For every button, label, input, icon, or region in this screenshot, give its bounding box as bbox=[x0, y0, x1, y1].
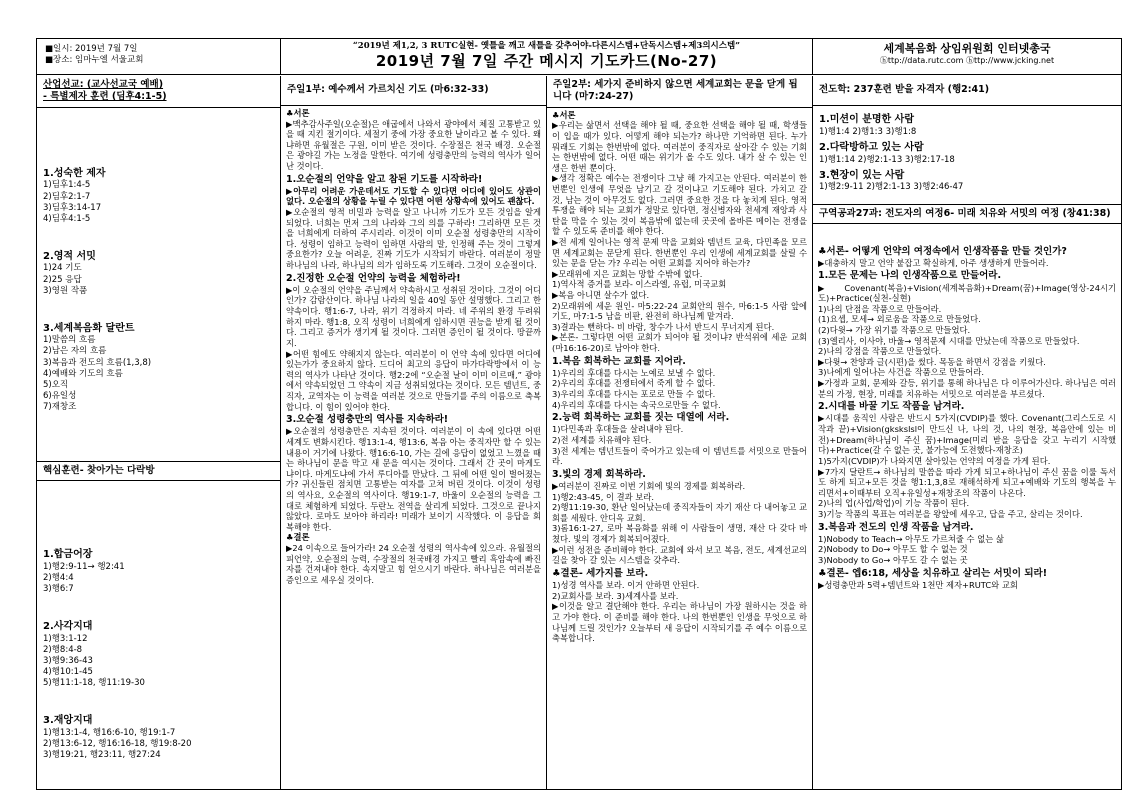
col1-box-title: 핵심훈련- 찾아가는 다락방 bbox=[37, 461, 280, 481]
list-item: ▶가정과 교회, 문제와 갈등, 위기를 통해 하나님은 다 이루어가신다. 하나님은 여러분의 가정, 현장, 미래를 치유하는 서밋으로 여러분을 부르셨다. bbox=[818, 378, 1116, 399]
section-heading: 2.다락방하고 있는 사람 bbox=[819, 141, 924, 153]
prayer-card bbox=[36, 38, 1122, 790]
col3-intro-text-d: ▶모래위에 지은 교회는 망할 수밖에 없다. bbox=[552, 268, 703, 279]
col3-sub1b: ▶복음 아니면 살수가 없다. bbox=[552, 290, 650, 301]
list-item: 1)행3:1-12 bbox=[43, 633, 88, 644]
list-item: 2)딤후2:1-7 bbox=[43, 191, 91, 202]
list-item: (1)요셉, 모세→ 외로움을 작품으로 만들었다. bbox=[818, 314, 981, 325]
list-item: (2)다윗→ 가장 위기를 작품으로 만들었다. bbox=[818, 325, 971, 336]
list-item: ▶이런 성전을 준비해야 한다. 교회에 와서 보고 복음, 전도, 세계선교의 길을 찾아 갈 있는 시스템을 갖추라. bbox=[552, 544, 807, 566]
section-heading: 2.사각지대 bbox=[43, 620, 93, 632]
list-item: 4)우리의 후대를 다시는 속국으로만들 수 없다. bbox=[552, 399, 721, 410]
list-item: ▶여러분이 진짜로 이번 기회에 빛의 경제를 회복하라. bbox=[552, 481, 746, 492]
col4-sections bbox=[813, 106, 1121, 194]
col1-title bbox=[37, 76, 280, 108]
place-line: ■장소: 임마누엘 서울교회 bbox=[45, 54, 144, 65]
col1-title-a: 산업선교: (교사선교국 예배) bbox=[43, 79, 164, 90]
section-heading: 3.세계복음화 달란트 bbox=[43, 322, 135, 334]
list-item: 3)기능 작품의 목표는 여러분을 왕앞에 세우고, 답을 주고, 살리는 것이다. bbox=[818, 508, 1083, 519]
list-item: 1)나의 단점을 작품으로 만들어라. bbox=[818, 303, 942, 314]
list-item: 2)행13:6-12, 행16:16-18, 행19:8-20 bbox=[43, 738, 192, 749]
list-item: 3)행19:21, 행23:11, 행27:24 bbox=[43, 749, 161, 760]
col3-conclusion-heading: ♣결론- 세가지를 보라. bbox=[552, 567, 649, 579]
column-industrial-mission bbox=[37, 76, 281, 789]
list-item: 1)행1:14 2)행2:1-13 3)행2:17-18 bbox=[819, 154, 955, 165]
page-title: 2019년 7월 7일 주간 메시지 기도카드(No-27) bbox=[375, 51, 718, 70]
section-heading: 3.재앙지대 bbox=[43, 714, 93, 726]
col3-sub3: 3)결과는 뻔하다- 비 바람, 창수가 나서 반드시 무너지게 된다. bbox=[552, 321, 775, 332]
list-item: 4)예배와 기도의 흐름 bbox=[43, 368, 123, 379]
list-item: 2)25 응답 bbox=[43, 274, 82, 285]
header-org bbox=[813, 39, 1121, 75]
list-item: 4)행10:1-45 bbox=[43, 666, 93, 677]
col2-point2-heading: 2.진정한 오순절 언약의 능력을 체험하라! bbox=[286, 272, 461, 284]
col4-point1-items bbox=[818, 304, 1116, 399]
list-item: 3)Nobody to Go→ 아무도 갈 수 없는 곳 bbox=[818, 554, 968, 565]
col3-intro-text-c: ▶전 세계 일어나는 영적 문제 막을 교회와 템넌트 교육, 다민족을 모르면 세계교회는 문닫게 된다. 한번뿐인 우리 인생에 세계교회를 살릴 수 있는 문을 닫는 가? 우리는 어떤 교회를 지어야 하는가? bbox=[552, 237, 807, 269]
col4-title: 전도학: 237훈련 받을 자격자 (행2:41) bbox=[813, 76, 1121, 106]
list-item: 1)5가지(CVDIP)가 나와지면 살아있는 언약의 여정을 가게 된다. bbox=[818, 455, 1051, 466]
list-item: 3)행9:36-43 bbox=[43, 655, 93, 666]
list-item: 2)행8:4-8 bbox=[43, 644, 83, 655]
list-item: 4)딤후4:1-5 bbox=[43, 213, 91, 224]
list-item: 3)복음과 전도의 흐름(1,3,8) bbox=[43, 357, 152, 368]
list-item: 1)행1:4 2)행1:3 3)행1:8 bbox=[819, 126, 917, 137]
section-heading: 3.현장이 있는 사람 bbox=[819, 169, 905, 181]
list-item: 3)우리의 후대를 다시는 포로로 만들 수 없다. bbox=[552, 389, 716, 400]
col1-title-b: - 특별제자 훈련 (딤후4:1-5) bbox=[43, 91, 167, 103]
col4-intro-heading: ♣서론- 어떻게 언약의 여정속에서 인생작품을 만들 것인가? bbox=[818, 245, 1067, 257]
list-item: 1)성경 역사를 보라. 이거 안하면 안된다. bbox=[552, 580, 700, 591]
list-item: 3)행6:7 bbox=[43, 583, 74, 594]
col4-intro-text: ▶대충하지 말고 언약 붙잡고 확실하게, 아주 생생하게 만들어라. bbox=[818, 257, 1049, 268]
list-item: 1)다민족과 후대들을 살려내야 된다. bbox=[552, 424, 684, 435]
col2-point3-heading: 3.오순절 성령충만의 역사를 지속하라! bbox=[286, 414, 449, 426]
col4-conclusion-heading: ♣결론- 엡6:18, 세상을 치유하고 살리는 서밋이 되라! bbox=[818, 567, 1048, 579]
col2-conclusion-heading: ♣결론 bbox=[286, 532, 310, 543]
header bbox=[37, 39, 1121, 75]
list-item: 3)딤후3:14-17 bbox=[43, 202, 102, 213]
col3-point2-items bbox=[552, 424, 807, 466]
col4-point1-text: ▶Covenant(복음)+Vision(세계복음화)+Dream(꿈)+Image(영상-24시기도)+Practice(실천-실현) bbox=[818, 282, 1116, 304]
list-item: 3)영원 작품 bbox=[43, 285, 88, 296]
section-heading: 1.성숙한 제자 bbox=[43, 167, 106, 179]
col2-point1-heading: 1.오순절의 언약을 알고 참된 기도를 시작하라! bbox=[286, 173, 483, 185]
col4-point3-heading: 3.복음과 전도의 인생 작품을 남겨라. bbox=[818, 521, 974, 533]
col3-point3-heading: 3.빛의 경제 회복하라. bbox=[552, 468, 646, 480]
list-item: 1)행13:1-4, 행16:6-10, 행19:1-7 bbox=[43, 727, 176, 738]
col2-intro-text: ▶맥추감사주일(오순절)은 애굽에서 나와서 광야에서 체질 고통받고 있을 때 지킨 절기이다. 세절기 중에 가장 중요한 날이라고 볼 수 있다. 왜냐하면 유월절은 구원, 이미 받은 것이다. 수장절은 천국 배경. 오순절은 광야길 가는 노정을 말한다. 여기에 성령충만의 능력의 역사가 일어난 것이다. bbox=[286, 118, 541, 172]
list-item: 1)행2:9-11 2)행2:1-13 3)행2:46-47 bbox=[819, 182, 964, 193]
col3-body bbox=[547, 108, 812, 646]
list-item: (3)엘리사, 이사야, 바울→ 영적문제 시대를 만났는데 작품으로 만들었다. bbox=[818, 335, 1080, 346]
list-item: 2)나의 강점을 작품으로 만들었다. bbox=[818, 346, 942, 357]
col4-point3-items bbox=[818, 534, 1116, 566]
list-item: 5)오직 bbox=[43, 379, 69, 390]
col4-conclusion-text: ▶성령충만과 5력+템넌트와 1천만 제자+RUTC와 교회 bbox=[818, 579, 1018, 590]
col2-point2-text-b: ▶어떤 힘에도 약해지지 않는다. 여러분이 이 언약 속에 있다면 어디에 있는가가 중요하지 않다. 드디어 최고의 응답이 마가다락방에서 이 능력의 역사가 나타난 것이다. 행2:2에 “오순절 날이 이미 이르매,” 광야에서 약속되었던 그 약속이 지금 성취되었다는 것이다. 모든 템넌트, 중직자, 교역자는 이 능력을 여러분 것으로 만들기를 주의 이름으로 축복합니다. 이 힘이 있어야 한다. bbox=[286, 348, 541, 412]
col2-intro-heading: ♣서론 bbox=[286, 108, 310, 118]
col3-point1-items bbox=[552, 368, 807, 410]
section-heading: 1.미션이 분명한 사람 bbox=[819, 114, 914, 125]
col2-body bbox=[281, 106, 546, 587]
header-meta bbox=[37, 39, 281, 75]
list-item: 2)우리의 후대를 전쟁터에서 죽게 할 수 없다. bbox=[552, 378, 716, 389]
list-item: 3)전 세계는 템넌트들이 죽어가고 있는데 이 템넌트를 서밋으로 만들어라. bbox=[552, 445, 807, 467]
col2-point1-text: ▶오순절의 영적 비밀과 능력을 알고 나니까 기도가 모든 것임을 알게 되었다. 너희는 먼저 그의 나라와 그의 의를 구하라! 그리하면 모든 것을 너희에게 더하여 주시리라. 이것이 이미 오순절 성령충만의 시작이다. 성령이 임하고 능력이 임하면 사람의 말, 인정해 주는 것이 그렇게 중요한가? 오늘 어려운, 진짜 기도가 시작되기 바란다. 여러분이 정말 하나님의 나라, 하나님의 의가 임하도록 기도해라. 그것이 오순절이다. bbox=[286, 207, 541, 271]
list-item: 1)24 기도 bbox=[43, 263, 82, 274]
col4-body bbox=[813, 224, 1121, 593]
list-item: 2)나의 업(사업/학업)이 기능 작품이 된다. bbox=[818, 498, 970, 509]
col2-title: 주일1부: 예수께서 가르치신 기도 (마6:32-33) bbox=[281, 76, 546, 106]
col3-sub2: 2)모래위에 세운 원인- 마5:22-24 교회안의 원수, 마6:1-5 사람 앞에 기도, 마7:1-5 남을 비판, 완전히 하나님께 맡겨라. bbox=[552, 300, 807, 322]
list-item: 2)교회사를 보라. 3)세계사를 보라. bbox=[552, 590, 679, 601]
org-urls: ⓗttp://data.rutc.com ⓗttp://www.jcking.net bbox=[879, 56, 1055, 66]
col3-title: 주일2부: 세가지 준비하지 않으면 세계교회는 문을 닫게 됩니다 (마7:24-27) bbox=[547, 76, 812, 108]
col4-point1-heading: 1.모든 문제는 나의 인생작품으로 만들어라. bbox=[818, 270, 1002, 282]
list-item: 6)유일성 bbox=[43, 390, 77, 401]
header-subtitle: “2019년 제1,2, 3 RUTC실현- 옛틀을 깨고 새틀을 갖추어야-다른시스템+단독시스템+제3의시스템” bbox=[352, 41, 741, 51]
col1-sections2 bbox=[37, 481, 280, 761]
col4-point2-text: ▶시대를 움직인 사람은 반드시 5가지(CVDIP)를 했다. Covenant(그리스도로 시작과 끝)+Vision(gkskslsl이 만드신 나, 나의 것, 나의 현장, 복음안에 있는 비전)+Dream(하나님이 주신 꿈)+Image(미리 받을 응답을 갖고 누리기 시작했다)+Practice(갈 수 없는 곳, 불가능에 도전했다-재창조) bbox=[818, 413, 1116, 456]
list-item: 2)행4:4 bbox=[43, 572, 74, 583]
list-item: 7)재창조 bbox=[43, 401, 77, 412]
list-item: 2)행11:19-30, 환난 일어났는데 중직자들이 자기 재산 다 내어놓고 교회를 세웠다. 안디옥 교회. bbox=[552, 502, 807, 523]
col3-point1-heading: 1.복음 회복하는 교회를 지어라. bbox=[552, 355, 686, 367]
col2-point1-lead: ▶아무리 어려운 가운데서도 기도할 수 있다면 어디에 있어도 상관이 없다. 오순절의 상황을 누릴 수 있다면 어떤 상황속에 있어도 괜찮다. bbox=[286, 185, 541, 207]
section-heading: 1.합금어장 bbox=[43, 548, 93, 560]
col2-point2-text: ▶이 오순절의 언약을 주님께서 약속하시고 성취된 것이다. 그것이 어디인가? 감람산이다. 하나님 나라의 일을 40일 동안 설명했다. 그리고 한 약속이다. 행1:6-7, 나라, 위기 걱정하지 마라. 네 주위의 환경 두려워하지 마라. 행1:8, 오직 성령이 너희에게 임하시면 권능을 받게 될 것이다. 그리고 증거가 생기게 될 것이다. 그러면 증인이 될 것이다. 땅끝까지. bbox=[286, 284, 541, 348]
column-evangelism bbox=[813, 76, 1121, 789]
list-item: ▶다윗→ 찬양과 글(시편)을 썼다. 목동을 하면서 강점을 키웠다. bbox=[818, 356, 1046, 367]
col1-sections bbox=[37, 108, 280, 413]
col3-intro-text: ▶우리는 삶면서 선택을 해야 될 때, 중요한 선택을 해야 될 때, 학생들이 입을 때가 있다. 어떻게 해야 되는가? 하나만 기억하면 된다. 누가 뭐래도 기회는 한번밖에 없다. 여러분이 중직자로 살아갈 수 있는 기회는 한번밖에 없다. 어떤 때는 위기가 올 수도 있다. 내가 살 수 있는 인생은 한번 뿐이다. bbox=[552, 120, 807, 173]
col3-point2-heading: 2.능력 회복하는 교회를 짓는 대열에 서라. bbox=[552, 412, 730, 424]
list-item: 2)전 세계를 치유해야 된다. bbox=[552, 435, 652, 446]
col3-conclusion-items bbox=[552, 580, 807, 644]
list-item: ▶7가지 달란트→ 하나님의 말씀을 따라 가게 되고+하나님이 주신 꿈을 이룰 독서도 하게 되고+모든 것을 행1:1,3,8로 재해석하게 되고+예배와 기도의 행복을 누리면서+이때부터 오직+유일성+재창조의 작품이 나온다. bbox=[818, 466, 1116, 498]
list-item: ▶이것을 알고 결단해야 한다. 우리는 하나님이 가장 원하시는 것을 하고 가야 한다. 이 준비를 해야 한다. 나의 한번뿐인 인생을 무엇으로 하나님께 드릴 것인가? 오늘부터 새 응답이 시작되기를 주 예수 이름으로 축복합니다. bbox=[552, 601, 807, 644]
header-title-block bbox=[281, 39, 813, 75]
col3-intro-heading: ♣서론 bbox=[552, 109, 576, 120]
date-line: ■일시: 2019년 7월 7일 bbox=[45, 44, 138, 54]
section-heading: 2.영적 서밋 bbox=[43, 250, 96, 262]
col3-intro-text-b: ▶생각 정확은 예수는 전쟁이다 그냥 해 가지고는 안된다. 여러분이 한번뿐인 인생에 무엇을 남기고 갈 것이냐고 기도해야 된다. 가치고 갈 것, 남는 것이 아무것도 없다. 그러면 중요한 것을 다 놓치게 된다. 영적투쟁을 해야 되는 교회가 정말로 있다면, 정신병자와 전세계 재앙과 사탄을 막을 수 있는 것이 복음밖에 없는데 곳곳에 올바른 메이는 전쟁을 할 수 있도록 준비를 해야 한다. bbox=[552, 173, 807, 237]
list-item: 3)롬16:1-27, 로마 복음화를 위해 이 사람들이 생명, 재산 다 갖다 바쳤다. 빛의 경제가 회복되어졌다. bbox=[552, 523, 807, 545]
list-item: 1)Nobody to Teach→ 아무도 가르쳐줄 수 없는 삶 bbox=[818, 533, 1004, 544]
col3-sub3b: ▶본론- 그렇다면 어떤 교회가 되어야 될 것이냐? 반석위에 세운 교회(마16:16-20)로 남아야 한다. bbox=[552, 332, 807, 354]
col4-point2-items bbox=[818, 456, 1116, 520]
list-item: 1)행2:43-45, 이 결과 보라. bbox=[552, 491, 654, 502]
list-item: 3)나에게 일어나는 사건을 작품으로 만들어라. bbox=[818, 367, 984, 378]
list-item: 2)Nobody to Do→ 아무도 할 수 없는 것 bbox=[818, 544, 968, 555]
list-item: 1)우리의 후대를 다시는 노예로 보낼 수 없다. bbox=[552, 367, 716, 378]
list-item: 1)말씀의 흐름 bbox=[43, 335, 96, 346]
list-item: 2)남은 자의 흐름 bbox=[43, 346, 107, 357]
col2-conclusion-text: ▶24 이속으로 들어가라! 24 오순절 성령의 역사속에 있으라. 유월절의 피언약, 오순절의 능력, 수장절의 천국배경 가지고 빨리 흑암속에 빠진 자를 건져내야 한다. 속지말고 힘 얻으시기 바란다. 하나님은 여러분을 증인으로 세우실 것이다. bbox=[286, 543, 541, 585]
col3-sub1: 1)역사적 증거를 보라- 이스라엘, 유럽, 미국교회 bbox=[552, 279, 727, 290]
list-item: 1)딤후1:4-5 bbox=[43, 180, 91, 191]
list-item: 1)행2:9-11→ 행2:41 bbox=[43, 561, 125, 572]
col2-point3-text: ▶오순절의 성령충만은 지속된 것이다. 여러분이 이 속에 있다면 어떤 세계도 변화시킨다. 행13:1-4, 행13:6, 복음 아는 중직자만 할 수 있는 내용이 거기에 나왔다. 행16:6-10, 가는 길에 응답이 없었고 느꼈을 때는 하나님이 문을 막고 새 문을 여시는 것이다. 그래서 간 곳이 마게도냐이다. 마게도냐에 가서 루디아를 만났다. 그 뒤에 어떤 일이 벌어졌는가? 귀신들린 점치면 고통받는 여자를 고쳐 버린 것이다. 이것이 성령의 역사요, 오순절의 역사이다. 행19:1-7, 바울이 오순절의 능력을 그대로 체험하게 되었다. 두란노 전역을 살리게 되었다. 그것으로 끝나지 않았다. 로마도 보아야 하리라! 미래가 보이기 시작했다. 이 응답을 회복해야 한다. bbox=[286, 426, 541, 532]
column-sermon-1 bbox=[281, 76, 547, 789]
org-name: 세계복음화 상임위원회 인터넷총국 bbox=[883, 42, 1051, 55]
list-item: 5)행11:1-18, 행11:19-30 bbox=[43, 677, 145, 688]
col4-box-title: 구역공과27과: 전도자의 여정6- 미래 치유와 서밋의 여정 (창41:38) bbox=[813, 204, 1121, 224]
col4-point2-heading: 2.시대를 바꿀 기도 작품을 남겨라. bbox=[818, 401, 965, 413]
column-sermon-2 bbox=[547, 76, 813, 789]
col3-point3-items bbox=[552, 481, 807, 566]
